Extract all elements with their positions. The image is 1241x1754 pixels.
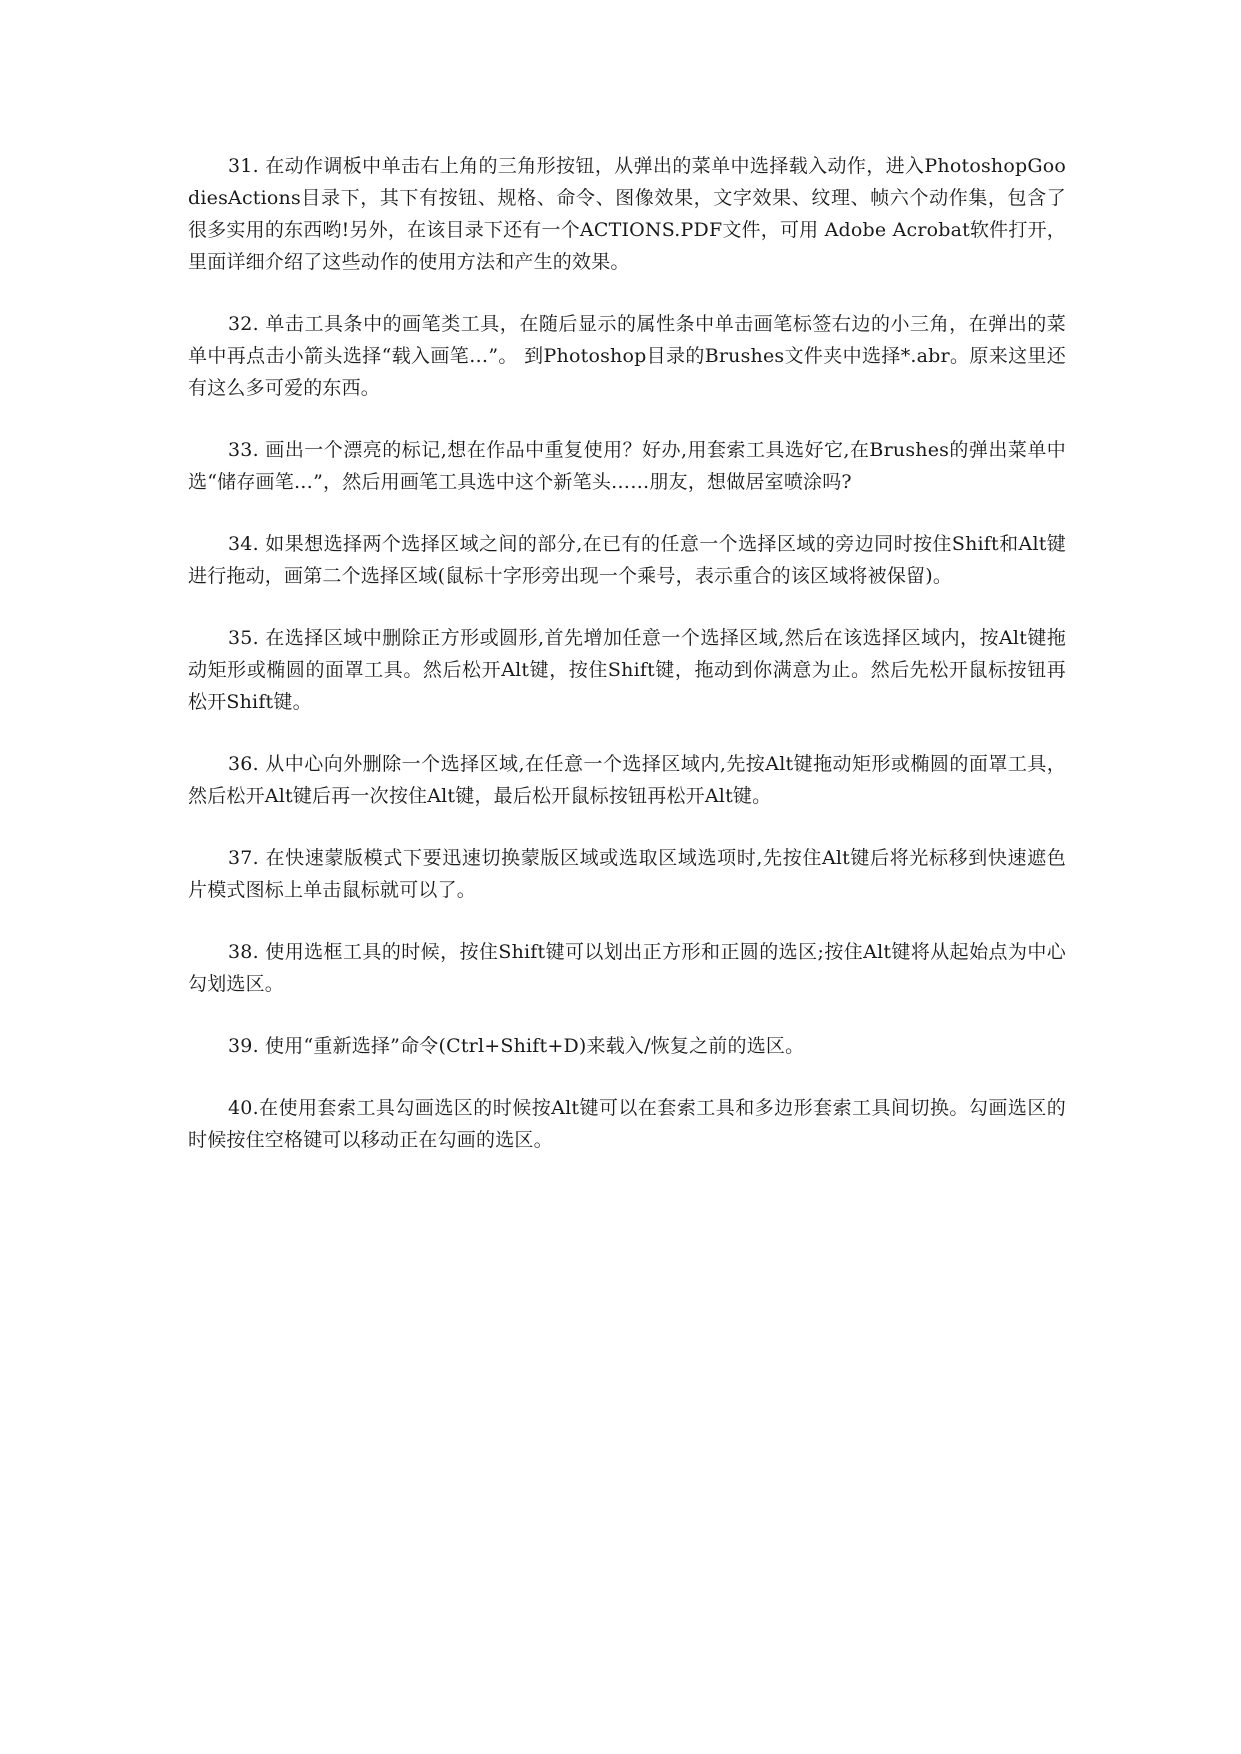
document-body	[188, 150, 1066, 1186]
tip-paragraph-40: 40.在使用套索工具勾画选区的时候按Alt键可以在套索工具和多边形套索工具间切换。勾画选区的时候按住空格键可以移动正在勾画的选区。	[188, 1097, 1066, 1151]
tip-paragraph-37: 37. 在快速蒙版模式下要迅速切换蒙版区域或选取区域选项时,先按住Alt键后将光标移到快速遮色片模式图标上单击鼠标就可以了。	[188, 847, 1066, 901]
tip-paragraph-32: 32. 单击工具条中的画笔类工具，在随后显示的属性条中单击画笔标签右边的小三角，在弹出的菜单中再点击小箭头选择“载入画笔…”。 到Photoshop目录的Brushes文件夹中选择*.abr。原来这里还有这么多可爱的东西。	[188, 313, 1066, 399]
tip-paragraph-33: 33. 画出一个漂亮的标记,想在作品中重复使用？好办,用套索工具选好它,在Brushes的弹出菜单中选“储存画笔…”，然后用画笔工具选中这个新笔头……朋友，想做居室喷涂吗?	[188, 439, 1066, 493]
tip-paragraph-35: 35. 在选择区域中删除正方形或圆形,首先增加任意一个选择区域,然后在该选择区域内，按Alt键拖动矩形或椭圆的面罩工具。然后松开Alt键，按住Shift键，拖动到你满意为止。然后先松开鼠标按钮再松开Shift键。	[188, 627, 1066, 713]
tip-paragraph-36: 36. 从中心向外删除一个选择区域,在任意一个选择区域内,先按Alt键拖动矩形或椭圆的面罩工具，然后松开Alt键后再一次按住Alt键，最后松开鼠标按钮再松开Alt键。	[188, 753, 1066, 807]
tip-paragraph-39: 39. 使用“重新选择”命令(Ctrl+Shift+D)来载入/恢复之前的选区。	[228, 1035, 805, 1057]
tip-paragraph-38: 38. 使用选框工具的时候，按住Shift键可以划出正方形和正圆的选区;按住Alt键将从起始点为中心勾划选区。	[188, 941, 1066, 995]
tip-paragraph-34: 34. 如果想选择两个选择区域之间的部分,在已有的任意一个选择区域的旁边同时按住Shift和Alt键进行拖动，画第二个选择区域(鼠标十字形旁出现一个乘号，表示重合的该区域将被保留)。	[188, 533, 1066, 587]
tip-paragraph-31: 31. 在动作调板中单击右上角的三角形按钮，从弹出的菜单中选择载入动作，进入PhotoshopGoodiesActions目录下，其下有按钮、规格、命令、图像效果，文字效果、纹理、帧六个动作集，包含了很多实用的东西哟!另外，在该目录下还有一个ACTIONS.PDF文件，可用 Adobe Acrobat软件打开，里面详细介绍了这些动作的使用方法和产生的效果。	[188, 155, 1066, 273]
